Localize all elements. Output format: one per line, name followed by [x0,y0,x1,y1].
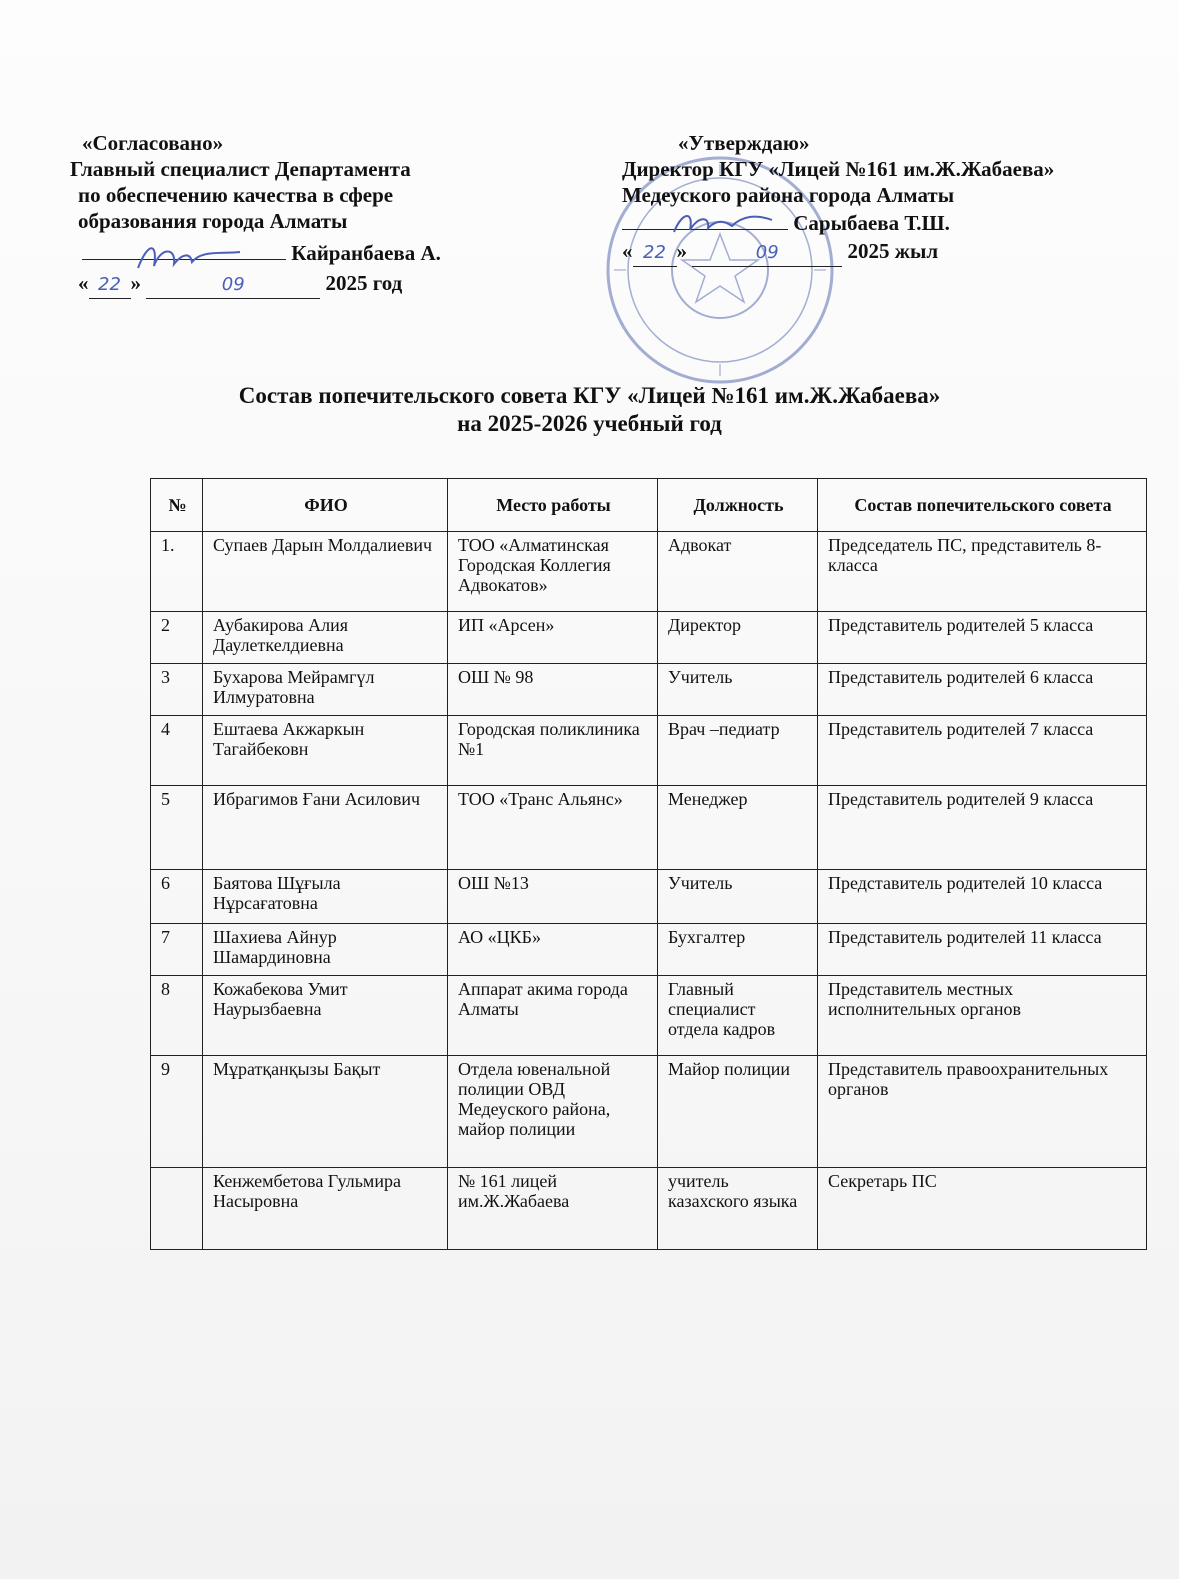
cell-name: Бухарова Мейрамгүл Илмуратовна [203,664,448,716]
table-row [151,716,1147,786]
date-year-right: 2025 жыл [847,239,939,263]
approval-right-line2: Медеуского района города Алматы [622,183,955,207]
cell-name: Баятова Шұғыла Нұрсағатовна [203,870,448,924]
cell-name: Ештаева Акжаркын Тагайбековн [203,716,448,786]
approval-left-line2: по обеспечению качества в сфере [78,183,394,207]
cell-number: 7 [151,924,203,976]
table-row [151,786,1147,870]
date-year-left: 2025 год [325,271,403,295]
title-line2: на 2025-2026 учебный год [457,411,722,436]
signature-left [130,238,250,278]
cell-position: Главный специалист отдела кадров [658,976,818,1056]
date-day-left: 22 [89,272,131,299]
cell-name: Мұратқанқызы Бақыт [203,1056,448,1168]
cell-position: Майор полиции [658,1056,818,1168]
cell-role: Представитель родителей 10 класса [818,870,1147,924]
header-council-role: Состав попечительского совета [818,479,1147,532]
cell-workplace: Аппарат акима города Алматы [448,976,658,1056]
table-row [151,1056,1147,1168]
document-title [0,382,1179,438]
date-mid-right: » [676,239,687,263]
cell-role: Председатель ПС, представитель 8-класса [818,532,1147,612]
cell-number: 8 [151,976,203,1056]
cell-position: Менеджер [658,786,818,870]
date-mid-left: » [130,271,141,295]
table-row [151,1168,1147,1250]
cell-name: Кожабекова Умит Наурызбаевна [203,976,448,1056]
cell-workplace: АО «ЦКБ» [448,924,658,976]
cell-workplace: ТОО «Транс Альянс» [448,786,658,870]
approval-right-heading: «Утверждаю» [678,131,810,155]
cell-position: Врач –педиатр [658,716,818,786]
cell-position: Адвокат [658,532,818,612]
approval-right-signer: Сарыбаева Т.Ш. [793,211,950,235]
title-line1: Состав попечительского совета КГУ «Лицей №161 им.Ж.Жабаева» [238,383,941,408]
approval-left-line3: образования города Алматы [78,209,348,233]
cell-workplace: № 161 лицей им.Ж.Жабаева [448,1168,658,1250]
cell-number: 9 [151,1056,203,1168]
cell-position: Учитель [658,870,818,924]
cell-workplace: Городская поликлиника №1 [448,716,658,786]
cell-position: Учитель [658,664,818,716]
cell-role: Представитель родителей 9 класса [818,786,1147,870]
date-day-right: 22 [633,240,677,267]
table-row [151,870,1147,924]
approval-left-signer: Кайранбаева А. [291,241,441,265]
cell-position: Директор [658,612,818,664]
table-header-row [151,479,1147,532]
members-table [150,478,1147,1250]
cell-role: Представитель родителей 5 класса [818,612,1147,664]
date-month-left: 09 [146,272,320,299]
cell-role: Секретарь ПС [818,1168,1147,1250]
approval-left-line1: Главный специалист Департамента [70,157,411,181]
cell-workplace: ОШ № 98 [448,664,658,716]
cell-role: Представитель родителей 7 класса [818,716,1147,786]
cell-workplace: ИП «Арсен» [448,612,658,664]
table-row [151,924,1147,976]
header-name: ФИО [203,479,448,532]
signature-right [668,204,778,244]
cell-number: 1. [151,532,203,612]
cell-number: 6 [151,870,203,924]
cell-workplace: ОШ №13 [448,870,658,924]
cell-position: учитель казахского языка [658,1168,818,1250]
cell-role: Представитель местных исполнительных органов [818,976,1147,1056]
cell-number: 3 [151,664,203,716]
header-position: Должность [658,479,818,532]
cell-number: 4 [151,716,203,786]
approval-left-heading: «Согласовано» [82,131,224,155]
cell-number [151,1168,203,1250]
table-row [151,664,1147,716]
cell-name: Кенжембетова Гульмира Насыровна [203,1168,448,1250]
table-row [151,976,1147,1056]
cell-number: 2 [151,612,203,664]
cell-name: Ибрагимов Ғани Асилович [203,786,448,870]
cell-workplace: ТОО «Алматинская Городская Коллегия Адвокатов» [448,532,658,612]
cell-name: Аубакирова Алия Даулеткелдиевна [203,612,448,664]
header-number: № [151,479,203,532]
date-month-right: 09 [692,240,842,267]
cell-role: Представитель родителей 11 класса [818,924,1147,976]
cell-number: 5 [151,786,203,870]
cell-role: Представитель родителей 6 класса [818,664,1147,716]
approval-right-line1: Директор КГУ «Лицей №161 им.Ж.Жабаева» [622,157,1055,181]
cell-name: Шахиева Айнур Шамардиновна [203,924,448,976]
cell-position: Бухгалтер [658,924,818,976]
table-row [151,532,1147,612]
date-open-left: « [78,271,89,295]
approval-right [622,130,1054,267]
date-open-right: « [622,239,633,263]
header-workplace: Место работы [448,479,658,532]
cell-name: Супаев Дарын Молдалиевич [203,532,448,612]
table-row [151,612,1147,664]
cell-role: Представитель правоохранительных органов [818,1056,1147,1168]
cell-workplace: Отдела ювенальной полиции ОВД Медеуского района, майор полиции [448,1056,658,1168]
